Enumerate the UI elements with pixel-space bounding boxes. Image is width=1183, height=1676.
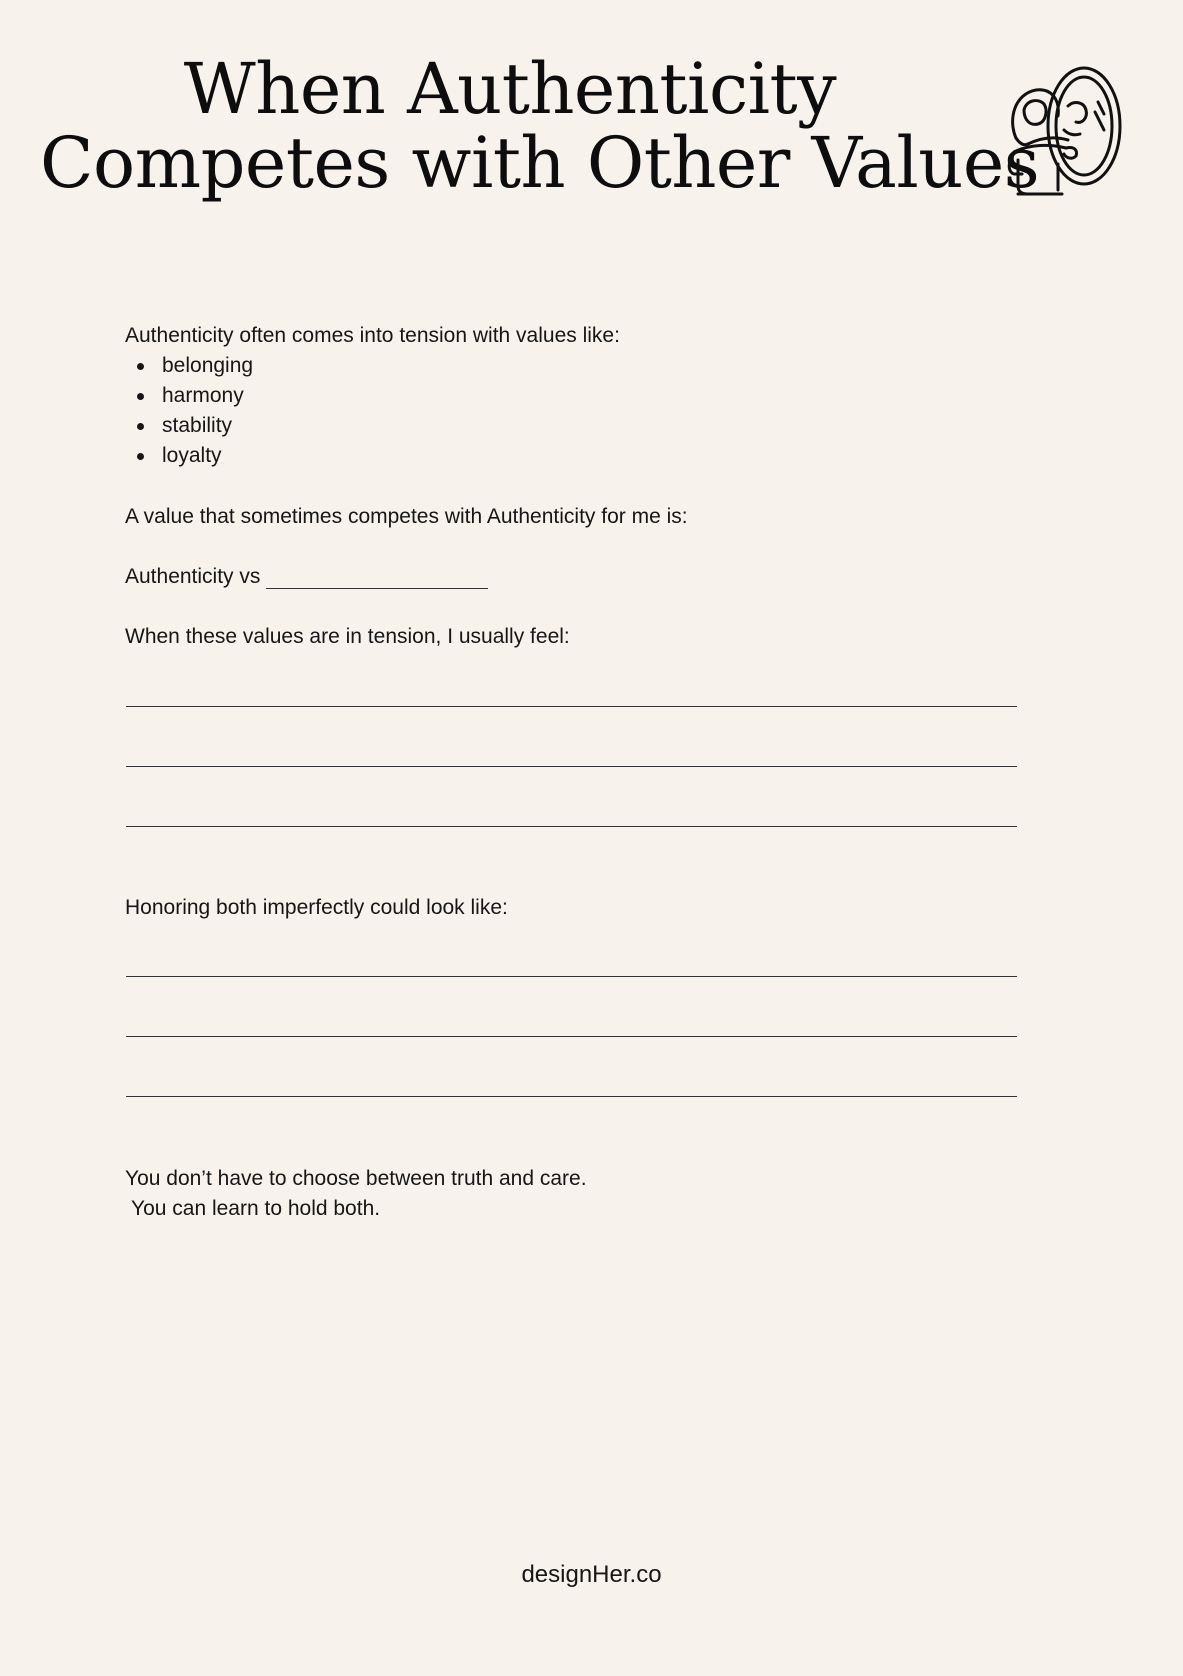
intro-text: Authenticity often comes into tension with values like: (125, 324, 620, 347)
honoring-answer-line-1[interactable] (126, 976, 1017, 977)
honoring-prompt: Honoring both imperfectly could look like: (125, 896, 508, 919)
values-list (125, 351, 253, 471)
page-title (40, 48, 1040, 204)
honoring-answer-line-2[interactable] (126, 1036, 1017, 1037)
honoring-answer-line-3[interactable] (126, 1096, 1017, 1097)
title-line-2: Competes with Other Values (40, 122, 1040, 204)
woman-mirror-icon (994, 60, 1128, 200)
closing-line-1: You don’t have to choose between truth and care. (125, 1167, 587, 1190)
feel-answer-line-2[interactable] (126, 766, 1017, 767)
footer-brand: designHer.co (521, 1561, 662, 1588)
versus-label: Authenticity vs (125, 565, 261, 588)
list-item: belonging (125, 351, 253, 381)
feel-answer-line-3[interactable] (126, 826, 1017, 827)
competing-value-prompt: A value that sometimes competes with Authenticity for me is: (125, 505, 688, 528)
list-item: stability (125, 411, 253, 441)
versus-blank-field[interactable] (266, 588, 488, 589)
feel-prompt: When these values are in tension, I usually feel: (125, 625, 570, 648)
closing-line-2: You can learn to hold both. (131, 1197, 381, 1220)
versus-row (125, 562, 488, 592)
list-item: loyalty (125, 441, 253, 471)
feel-answer-line-1[interactable] (126, 706, 1017, 707)
title-line-1: When Authenticity (183, 48, 837, 130)
list-item: harmony (125, 381, 253, 411)
